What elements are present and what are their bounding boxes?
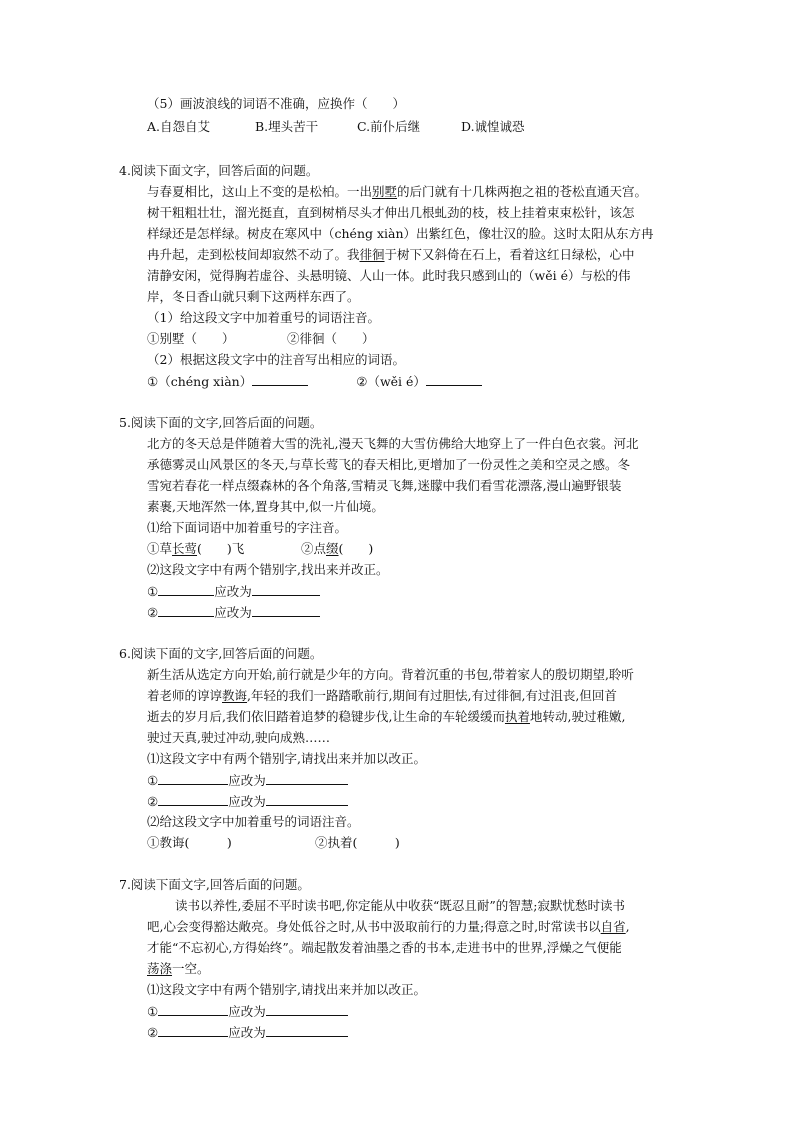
q5-para-line: 北方的冬天总是伴随着大雪的洗礼,漫天飞舞的大雪仿佛给大地穿上了一件白色衣裳。河北	[147, 436, 639, 451]
text: ,	[625, 919, 630, 934]
answer-slot: ①（chéng xiàn）	[147, 374, 253, 389]
text: 与春夏相比，这山上不变的是松柏。一出	[147, 184, 373, 199]
q4-para-line	[147, 183, 647, 201]
answer-blank[interactable]	[266, 771, 348, 785]
answer-slot: ①别墅（ ）	[147, 331, 235, 346]
text: 地转动,驶过稚嫩,	[529, 709, 626, 724]
q6-para-line: 新生活从选定方向开始,前行就是少年的方向。背着沉重的书包,带着家人的殷切期望,聆听	[147, 667, 634, 682]
q5-para-line: 承德雾灵山风景区的冬天,与草长莺飞的春天相比,更增加了一份灵性之美和空灵之感。冬	[147, 457, 630, 472]
q6-sub2-prompt: ⑵给这段文字中加着重号的词语注音。	[147, 814, 360, 829]
text: ①	[147, 584, 159, 599]
q5-sub1-answers	[147, 540, 373, 558]
q-sub5-options	[147, 118, 525, 136]
answer-slot: ②执着( )	[315, 835, 400, 850]
text: 逝去的岁月后,我们依旧踏着追梦的稳键步伐,让生命的车轮缓缓而	[147, 709, 505, 724]
text: 应改为	[228, 1025, 266, 1040]
text: ②	[147, 794, 159, 809]
q6-heading: 6.阅读下面的文字,回答后面的问题。	[119, 646, 323, 661]
answer-blank[interactable]	[158, 603, 214, 617]
answer-blank[interactable]	[158, 1002, 228, 1016]
q7-correction-row	[147, 1002, 348, 1021]
q4-para-line: 树干粗粗壮壮，溜光挺直，直到树梢尽头才伸出几根虬劲的枝，枝上挂着束束松针，该怎	[147, 205, 635, 220]
emphasized-word: 别墅	[372, 184, 398, 199]
option-d: D.诚惶诚恐	[461, 119, 525, 134]
text: ,年轻的我们一路踏歌前行,期间有过胆怯,有过徘徊,有过沮丧,但回首	[247, 688, 617, 703]
emphasized-word: 缀	[326, 541, 339, 556]
option-a: A.自怨自艾	[147, 119, 211, 134]
q7-heading: 7.阅读下面文字,回答后面的问题。	[119, 877, 310, 892]
text: 应改为	[228, 1004, 266, 1019]
answer-blank[interactable]	[158, 771, 228, 785]
q4-para-line: 清静安闲，觉得胸若虚谷、头悬明镜、人山一体。此时我只感到山的（wěi é）与松的伟	[147, 268, 631, 283]
text: 应改为	[228, 773, 266, 788]
q-sub5-prompt: （5）画波浪线的词语不准确，应换作（ ）	[147, 96, 405, 111]
q4-sub2-prompt: （2）根据这段文字中的注音写出相应的词语。	[147, 352, 405, 367]
text: 冉升起，走到松枝间却寂然不动了。我	[147, 247, 360, 262]
q6-correction-row	[147, 771, 348, 790]
text: 的后门就有十几株两抱之祖的苍松直通天宫。	[397, 184, 648, 199]
text: ①草	[147, 541, 173, 556]
text: ( )飞	[197, 541, 245, 556]
answer-blank[interactable]	[252, 582, 320, 596]
option-b: B.埋头苦干	[255, 119, 319, 134]
q6-sub1-prompt: ⑴这段文字中有两个错别字,请找出来并加以改正。	[147, 751, 426, 766]
q5-sub2-prompt: ⑵这段文字中有两个错别字,找出来并改正。	[147, 562, 389, 577]
q7-para-line: 才能“不忘初心,方得始终”。端起散发着油墨之香的书本,走进书中的世界,浮燥之气便能	[147, 940, 622, 955]
emphasized-word: 执着	[504, 709, 530, 724]
answer-blank[interactable]	[426, 372, 482, 386]
q5-correction-row	[147, 582, 320, 601]
answer-blank[interactable]	[158, 1023, 228, 1037]
answer-slot: ②（wěi é）	[356, 374, 426, 389]
answer-slot: ①教诲( )	[147, 835, 232, 850]
answer-blank[interactable]	[252, 372, 308, 386]
q6-sub2-answers	[147, 834, 400, 852]
answer-blank[interactable]	[252, 603, 320, 617]
q6-correction-row	[147, 792, 348, 811]
emphasized-word: 自省	[600, 919, 626, 934]
answer-slot: ②徘徊（ ）	[287, 331, 375, 346]
q5-para-line: 素裹,天地浑然一体,置身其中,似一片仙境。	[147, 499, 384, 514]
q7-correction-row	[147, 1023, 348, 1042]
answer-blank[interactable]	[266, 1023, 348, 1037]
text: ( )	[338, 541, 374, 556]
text: 着老师的谆谆	[147, 688, 223, 703]
emphasized-word: 教诲	[222, 688, 248, 703]
text: ①	[147, 773, 159, 788]
text: 于树下又斜倚在石上，看着这红日绿松，心中	[384, 247, 635, 262]
text: ②	[147, 1025, 159, 1040]
answer-blank[interactable]	[158, 582, 214, 596]
q4-sub1-prompt: （1）给这段文字中加着重号的词语注音。	[147, 310, 380, 325]
q4-heading: 4.阅读下面文字，回答后面的问题。	[119, 163, 319, 178]
q7-para-line	[147, 960, 210, 978]
q4-para-line: 岸，冬日香山就只剩下这两样东西了。	[147, 289, 360, 304]
q4-para-line	[147, 246, 635, 264]
q7-para-line: 读书以养性,委屈不平时读书吧,你定能从中收获“既忍且耐”的智慧;寂默忧愁时读书	[175, 898, 625, 913]
q5-sub1-prompt: ⑴给下面词语中加着重号的字注音。	[147, 520, 348, 535]
q5-para-line: 雪宛若春花一样点缀森林的各个角落,雪精灵飞舞,迷朦中我们看雪花漂落,漫山遍野银装	[147, 478, 622, 493]
q6-para-line: 驶过天真,驶过冲动,驶向成熟……	[147, 730, 330, 745]
q6-para-line	[147, 708, 625, 726]
q4-para-line: 样绿还是怎样绿。树皮在寒风中（chéng xiàn）出紫红色，像壮汉的脸。这时太阳从东方冉	[147, 226, 654, 241]
text: ②点	[301, 541, 327, 556]
answer-blank[interactable]	[266, 792, 348, 806]
q6-para-line	[147, 687, 617, 705]
text: 应改为	[214, 584, 252, 599]
q7-sub1-prompt: ⑴这段文字中有两个错别字,请找出来并加以改正。	[147, 982, 426, 997]
emphasized-word: 徘徊	[359, 247, 385, 262]
text: 应改为	[228, 794, 266, 809]
q7-para-line	[147, 918, 630, 936]
text: ②	[147, 605, 159, 620]
text: 一空。	[172, 961, 210, 976]
answer-blank[interactable]	[158, 792, 228, 806]
text: ①	[147, 1004, 159, 1019]
text: 吧,心会变得豁达敞亮。身处低谷之时,从书中汲取前行的力量;得意之时,时常读书以	[147, 919, 601, 934]
q4-sub2-answers	[147, 372, 482, 391]
q4-sub1-answers	[147, 330, 375, 348]
emphasized-word: 长莺	[172, 541, 198, 556]
answer-blank[interactable]	[266, 1002, 348, 1016]
emphasized-word: 荡涤	[147, 961, 173, 976]
text: 应改为	[214, 605, 252, 620]
option-c: C.前仆后继	[357, 119, 421, 134]
q5-heading: 5.阅读下面的文字,回答后面的问题。	[119, 415, 323, 430]
q5-correction-row	[147, 603, 320, 622]
